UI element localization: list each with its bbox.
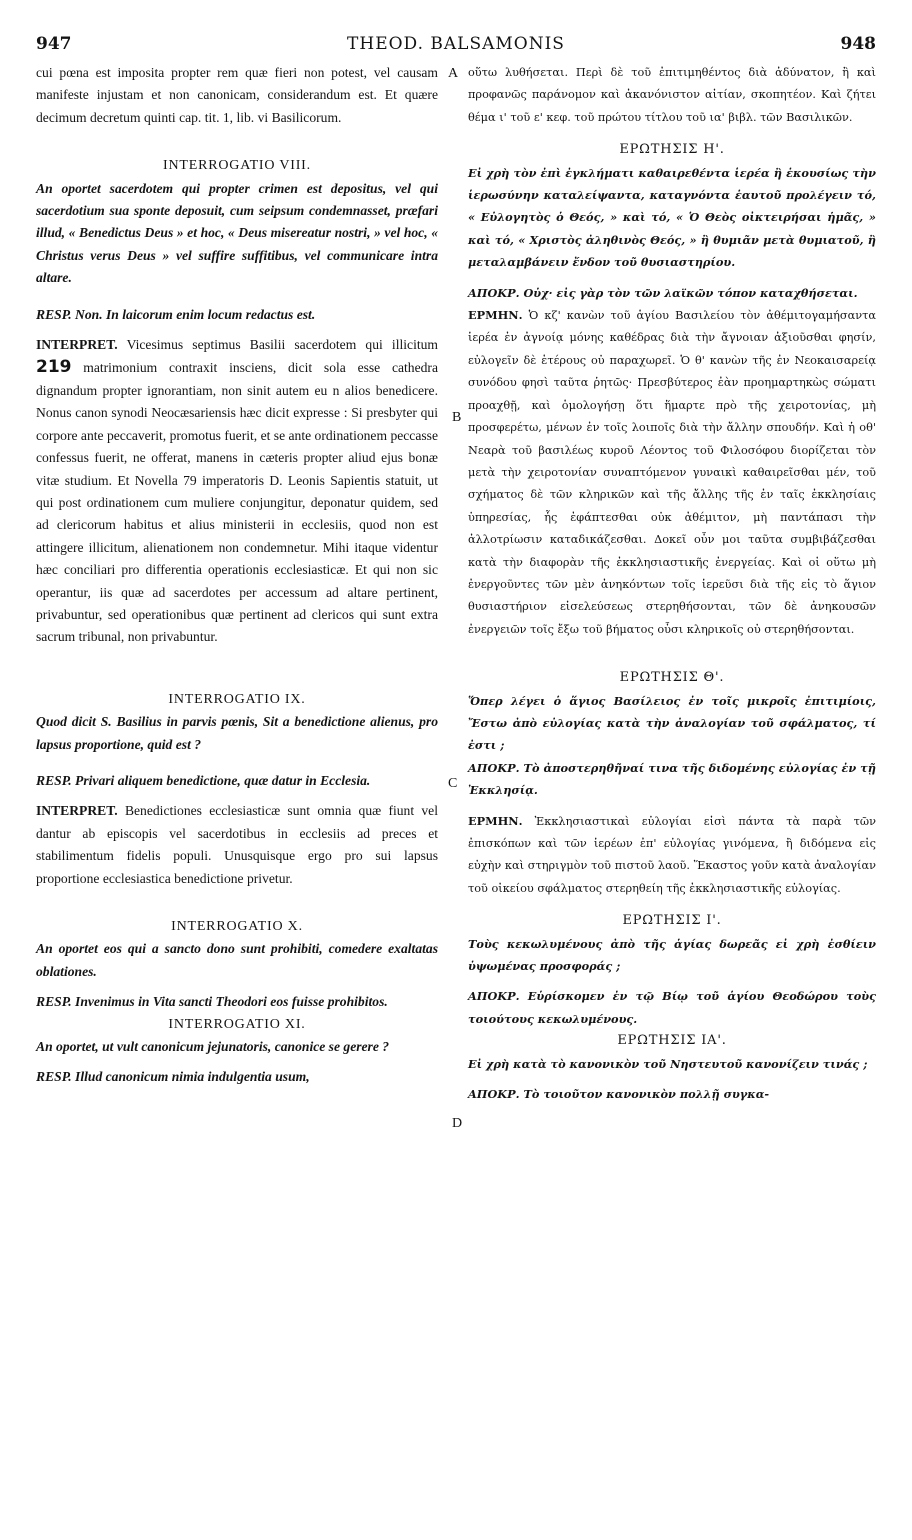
greek-q8-question: Εἰ χρὴ τὸν ἐπὶ ἐγκλήματι καθαιρεθέντα ἱερέα ἢ ἑκουσίως τὴν ἱερωσύνην καταλείψαντα, καταγνόντα ἑαυτοῦ προλέγειν τό, « Εὐλογητὸς ὁ Θεός, » καὶ τό, « Ὁ Θεὸς οἰκτειρήσαι ἡμᾶς, » καὶ τό, « Χριστὸς ἀληθινὸς Θεός, » ἢ θυμιᾶν μετὰ θυμιατοῦ, ἢ μεταλαμβάνειν ἔνδον τοῦ θυσιαστηρίου. xyxy=(468,165,876,270)
greek-q11-response: ΑΠΟΚΡ. Τὸ τοιοῦτον κανονικὸν πολλῇ συγκα- xyxy=(468,1087,770,1102)
greek-q8-interp-label: ΕΡΜΗΝ. xyxy=(468,308,523,323)
latin-q9-interp-label: INTERPRET. xyxy=(36,803,118,819)
greek-q10-question: Τοὺς κεκωλυμένους ἀπὸ τῆς ἁγίας δωρεᾶς εἰ χρὴ ἐσθίειν ὑψωμένας προσφοράς ; xyxy=(468,936,876,974)
latin-q11-question: An oportet, ut vult canonicum jejunatoris, canonice se gerere ? xyxy=(36,1039,390,1055)
greek-q11-question: Εἰ χρὴ κατὰ τὸ κανονικὸν τοῦ Νηστευτοῦ κανονίζειν τινάς ; xyxy=(468,1056,868,1071)
margin-marker-d: D xyxy=(452,1116,463,1131)
greek-q11-heading: ΕΡΩΤΗΣΙΣ ΙΑ'. xyxy=(617,1033,727,1049)
greek-q9-question: Ὅπερ λέγει ὁ ἅγιος Βασίλειος ἐν τοῖς μικροῖς ἐπιτιμίοις, Ἔστω ἀπὸ εὐλογίας κατὰ τὴν ἀναλογίαν τοῦ σφάλματος, τί ἐστι ; xyxy=(468,693,876,753)
latin-column-number: 219 xyxy=(36,357,72,378)
greek-q9-interpretation xyxy=(468,810,876,901)
greek-q8-interp-text: Ὁ κζ' κανὼν τοῦ ἁγίου Βασιλείου τὸν ἀθέμιτογαμήσαντα ἱερέα ἐν ἀγνοίᾳ μόνης καθέδρας διὰ τὴν ἄγνοιαν ἀξιοῦσθαι φησίν, εὐλογεῖν δὲ ἑτέρους οὐ παραχωρεῖ. Ὁ θ' κανὼν τῆς ἐν Νεοκαισαρείᾳ συνόδου φησὶ ταῦτα ῥητῶς· Πρεσβύτερος ἐὰν προημαρτηκὼς σώματι προαχθῇ, καὶ ὁμολογήσῃ ὅτι ἥμαρτε πρὸ τῆς χειροτονίας, μὴ προσφερέτω, μένων ἐν τοῖς λοιποῖς διὰ τὴν ἄλλην σπουδήν. Καὶ ἡ οθ' Νεαρὰ τοῦ βασιλέως κυροῦ Λέοντος τοῦ Φιλοσόφου διορίζεται τὸν μετὰ τὴν χειροτονίαν συναπτόμενον γυναικὶ καθαιρεῖσθαι μέν, τοῦ σχήματος δὲ τῶν κληρικῶν καὶ τῆς ἄλλης τῆς ἐν ταῖς ἐκκλησίαις ὑπηρεσίας, ἧς ἐφάπτεσθαι οὐκ ἀθέμιτον, μὴ παντάπασι τὴν ἀλλοτρίωσιν καταδικάζεσθαι. Δοκεῖ οὖν μοι ταῦτα συμβιβάζεσθαι κατὰ τὴν διαφορὰν τῆς ἐκκλησιαστικῆς ἐνεργείας. Καὶ οἱ οὕτω μὴ ἐνεργοῦντες τῶν μὲν ἀνηκόντων τοῖς ἱερεῦσι διὰ τῆς εἰς τὸ ἅγιον θυσιαστήριον εἰσελεύσεως στερηθήσονται, τῶν δὲ ἀνηκουσῶν ἐνεργειῶν τοῖς ἔξω τοῦ βήματος οὖσι κληρικοῖς οὐ στερηθήσονται. xyxy=(468,309,877,636)
latin-q8-response: RESP. Non. In laicorum enim locum redactus est. xyxy=(36,306,316,322)
greek-opening-paragraph: οὕτω λυθήσεται. Περὶ δὲ τοῦ ἐπιτιμηθέντος διὰ ἀδύνατον, ἢ καὶ προφανῶς παράνομον καὶ ἀκανόνιστον αἰτίαν, σκοπητέον. Καὶ ζήτει θέμα ι' τοῦ ε' κεφ. τοῦ πρώτου τίτλου τοῦ ια' βιβλ. τῶν Βασιλικῶν. xyxy=(468,66,876,124)
latin-q9-response: RESP. Privari aliquem benedictione, quæ datur in Ecclesia. xyxy=(36,772,371,788)
page-number-left: 947 xyxy=(36,34,72,54)
latin-q8-question: An oportet sacerdotem qui propter crimen est depositus, vel qui sacerdotium sua sponte deposuit, cum seipsum condemnasset, præfari illud, « Benedictus Deus » et hoc, « Deus misereatur nostri, » vel hoc, « Christus verus Deus » vel suffire suffitibus, vel communicare intra altare. xyxy=(36,180,438,286)
running-title: THEOD. BALSAMONIS xyxy=(347,34,565,54)
latin-q10-heading: INTERROGATIO X. xyxy=(171,919,303,934)
latin-q11-response: RESP. Illud canonicum nimia indulgentia usum, xyxy=(36,1069,310,1085)
latin-q10-response: RESP. Invenimus in Vita sancti Theodori eos fuisse prohibitos. xyxy=(36,994,388,1010)
greek-q8-interpretation xyxy=(468,304,876,641)
latin-q11-heading: INTERROGATIO XI. xyxy=(168,1016,306,1032)
latin-q9-heading: INTERROGATIO IX. xyxy=(168,691,306,707)
latin-column xyxy=(36,62,438,1089)
latin-q8-interp-text-b: matrimonium contraxit insciens, dicit sola esse cathedra dignandum propter ignorantiam, non sinit autem eu n alios benedicere. Nonus canon synodi Neocæsariensis hæc dicit expresse : Si presbyter qui corpore ante peccaverit, promotus fuerit, et se ante ordinationem peccasse confessus fuerit, ne offerat, manens in cæteris propter aliud ejus bonæ vitæ studium. Et Novella 79 imperatoris D. Leonis Sapientis statuit, ut qui post ordinationem cum muliere conjungitur, deponatur quidem, sed ad clericorum habitus et alius ministerii in ecclesiis, quod non est attingere illicitum, alienationem non condemnetur. Mihi itaque videntur hæc conciliari pro differentia operationis ecclesiasticæ. Et qui non sic operantur, iis quæ ad sacerdotes per accessum ad altare pertinent, privabuntur, sed operationibus quæ pertinent ad clericos qui sunt extra sacrum tribunal, non privabuntur. xyxy=(36,360,438,645)
page-header xyxy=(36,34,876,58)
greek-q9-interp-text: Ἐκκλησιαστικαὶ εὐλογίαι εἰσὶ πάντα τὰ παρὰ τῶν ἐπισκόπων καὶ τῶν ἱερέων ἐπ' εὐλογίας γινόμενα, ἢ διδόμενα εἰς εὐχὴν καὶ στηριγμὸν τοῦ πιστοῦ λαοῦ. Ἕκαστος γοῦν κατὰ ἀναλογίαν τοῦ οἰκείου σφάλματος στερηθείη τῆς ἐκκλησιαστικῆς εὐλογίας. xyxy=(468,814,877,895)
margin-marker-b: B xyxy=(452,410,462,425)
greek-q9-heading: ΕΡΩΤΗΣΙΣ Θ'. xyxy=(619,670,725,686)
latin-q9-question: Quod dicit S. Basilius in parvis pœnis, Sit a benedictione alienus, pro lapsus proportione, quid est ? xyxy=(36,714,438,752)
greek-q8-response: ΑΠΟΚΡ. Οὐχ· εἰς γὰρ τὸν τῶν λαϊκῶν τόπον καταχθήσεται. xyxy=(468,285,858,300)
latin-q8-interpretation xyxy=(36,334,438,649)
margin-marker-a: A xyxy=(448,66,459,81)
latin-q9-interp-text: Benedictiones ecclesiasticæ sunt omnia quæ fiunt vel dantur ab episcopis vel sacerdotibus in ecclesiis ad preces et stabilimentum fidelis populi. Unusquisque ergo pro sui lapsus proportione ecclesiastica benedictione privetur. xyxy=(36,803,438,886)
latin-q9-interpretation xyxy=(36,800,438,890)
greek-column xyxy=(468,62,876,1105)
margin-marker-c: C xyxy=(448,776,458,791)
greek-q9-interp-label: ΕΡΜΗΝ. xyxy=(468,813,523,828)
latin-q8-heading: INTERROGATIO VIII. xyxy=(163,158,311,174)
page-number-right: 948 xyxy=(840,34,876,54)
latin-q10-question: An oportet eos qui a sancto dono sunt prohibiti, comedere exaltatas oblationes. xyxy=(36,941,438,979)
latin-q8-interp-label: INTERPRET. xyxy=(36,337,118,353)
latin-q8-interp-text-a: Vicesimus septimus Basilii sacerdotem qui illicitum xyxy=(126,337,438,353)
greek-q8-heading: ΕΡΩΤΗΣΙΣ Η'. xyxy=(619,142,725,158)
greek-q10-response: ΑΠΟΚΡ. Εὑρίσκομεν ἐν τῷ Βίῳ τοῦ ἁγίου Θεοδώρου τοὺς τοιούτους κεκωλυμένους. xyxy=(468,989,876,1026)
greek-q9-response: ΑΠΟΚΡ. Τὸ ἀποστερηθῆναί τινα τῆς διδομένης εὐλογίας ἐν τῇ Ἐκκλησίᾳ. xyxy=(468,760,876,798)
latin-opening-paragraph: cui pœna est imposita propter rem quæ fieri non potest, vel causam manifeste injustam et non canonicam, considerandum est. Et quære decimum decretum quinti cap. tit. 1, lib. vi Basilicorum. xyxy=(36,65,438,125)
greek-q10-heading: ΕΡΩΤΗΣΙΣ Ι'. xyxy=(622,913,722,929)
